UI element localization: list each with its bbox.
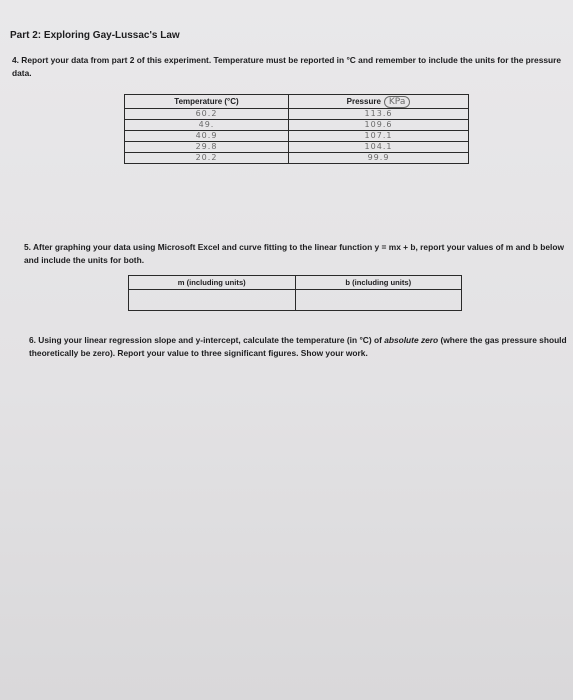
temperature-cell: 49.: [125, 120, 289, 131]
table-row: [125, 109, 469, 120]
temperature-cell: 29.8: [125, 142, 289, 153]
pressure-header: Pressure: [346, 97, 381, 106]
pressure-cell: 109.6: [289, 120, 469, 131]
question-4-text: 4. Report your data from part 2 of this experiment. Temperature must be reported in °C and remember to include the units for the pressure data.: [12, 55, 562, 78]
q6-part1: 6. Using your linear regression slope and y-intercept, calculate the temperature (in °C) of: [29, 335, 385, 345]
table-row: [125, 153, 469, 164]
temperature-header: Temperature (°C): [125, 95, 289, 109]
q6-absolute-zero: absolute zero: [384, 335, 439, 345]
table-row: [125, 131, 469, 142]
pressure-header-cell: [289, 95, 469, 109]
units-table-header-row: [129, 276, 462, 290]
q6-part2: (where the gas pressure should theoretically be zero). Report your value to three significant figures. Show your work.: [29, 335, 567, 358]
question-5-text: 5. After graphing your data using Microsoft Excel and curve fitting to the linear function y = mx + b, report your values of m and b below and include the units for both.: [24, 242, 564, 265]
pressure-cell: 113.6: [289, 109, 469, 120]
section-heading: Part 2: Exploring Gay-Lussac's Law: [10, 30, 180, 41]
m-header: m (including units): [129, 276, 296, 290]
b-answer-cell[interactable]: [295, 290, 462, 311]
units-table-answer-row: [129, 290, 462, 311]
b-header: b (including units): [295, 276, 462, 290]
question-6-text: [29, 334, 569, 360]
pressure-unit-handwritten: KPa: [384, 96, 410, 108]
table-row: [125, 142, 469, 153]
pressure-cell: 107.1: [289, 131, 469, 142]
units-table: [128, 275, 462, 311]
temperature-cell: 60.2: [125, 109, 289, 120]
temperature-cell: 40.9: [125, 131, 289, 142]
temperature-cell: 20.2: [125, 153, 289, 164]
data-table: [124, 94, 469, 164]
data-table-header-row: [125, 95, 469, 109]
m-answer-cell[interactable]: [129, 290, 296, 311]
pressure-cell: 99.9: [289, 153, 469, 164]
table-row: [125, 120, 469, 131]
pressure-cell: 104.1: [289, 142, 469, 153]
